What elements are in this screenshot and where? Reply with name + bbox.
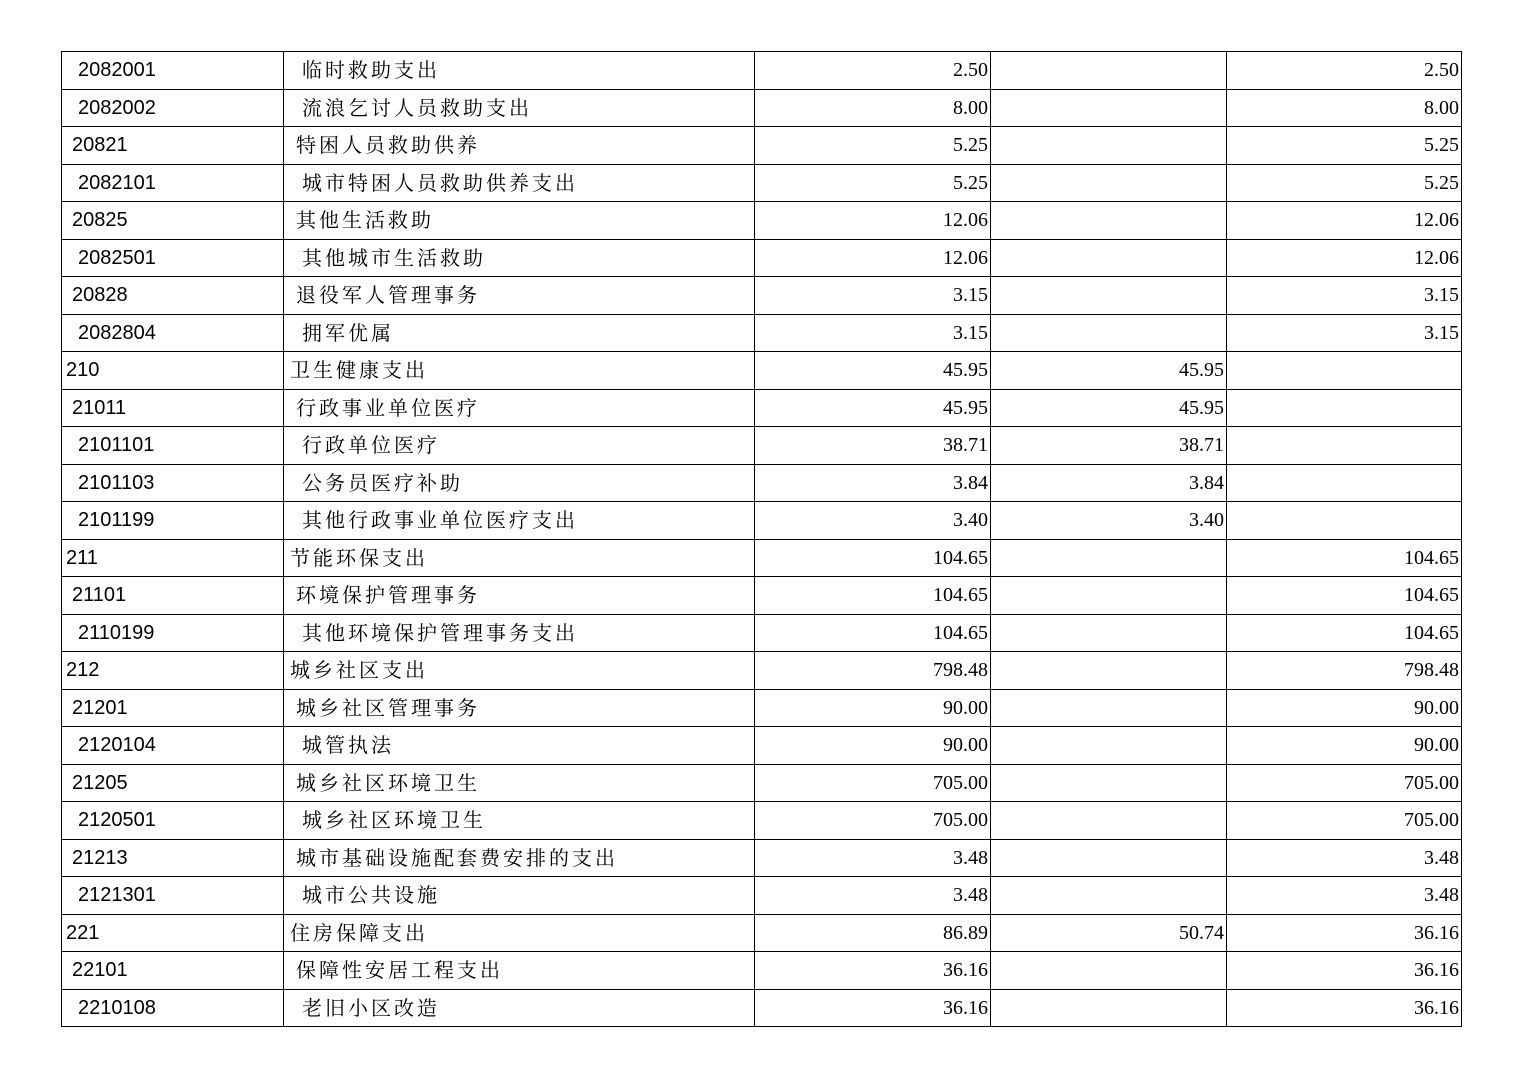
cell-total-amount: 3.84: [755, 464, 991, 502]
cell-function-code: 21011: [62, 389, 284, 427]
cell-total-amount: 38.71: [755, 427, 991, 465]
cell-basic-expenditure: [991, 164, 1227, 202]
cell-function-name: 临时救助支出: [284, 52, 755, 90]
cell-basic-expenditure: [991, 614, 1227, 652]
cell-function-name: 城乡社区管理事务: [284, 689, 755, 727]
cell-function-code: 2121301: [62, 877, 284, 915]
table-row: [62, 802, 1462, 840]
cell-basic-expenditure: [991, 802, 1227, 840]
cell-function-name: 城乡社区环境卫生: [284, 802, 755, 840]
table-row: [62, 877, 1462, 915]
cell-basic-expenditure: 50.74: [991, 914, 1227, 952]
table-row: [62, 914, 1462, 952]
cell-basic-expenditure: [991, 652, 1227, 690]
cell-basic-expenditure: [991, 764, 1227, 802]
cell-total-amount: 36.16: [755, 952, 991, 990]
table-row: [62, 164, 1462, 202]
cell-basic-expenditure: [991, 277, 1227, 315]
cell-project-expenditure: 3.48: [1227, 839, 1462, 877]
cell-function-name: 其他行政事业单位医疗支出: [284, 502, 755, 540]
cell-function-name: 行政单位医疗: [284, 427, 755, 465]
table-row: [62, 652, 1462, 690]
table-row: [62, 314, 1462, 352]
cell-total-amount: 705.00: [755, 802, 991, 840]
cell-total-amount: 86.89: [755, 914, 991, 952]
cell-function-code: 2120104: [62, 727, 284, 765]
cell-function-name: 其他环境保护管理事务支出: [284, 614, 755, 652]
cell-function-name: 环境保护管理事务: [284, 577, 755, 615]
cell-function-code: 20828: [62, 277, 284, 315]
table-row: [62, 577, 1462, 615]
cell-project-expenditure: 12.06: [1227, 239, 1462, 277]
cell-function-code: 221: [62, 914, 284, 952]
cell-total-amount: 705.00: [755, 764, 991, 802]
cell-function-code: 2120501: [62, 802, 284, 840]
cell-function-name: 老旧小区改造: [284, 989, 755, 1027]
cell-total-amount: 90.00: [755, 689, 991, 727]
cell-project-expenditure: 2.50: [1227, 52, 1462, 90]
cell-project-expenditure: 3.15: [1227, 314, 1462, 352]
cell-total-amount: 45.95: [755, 389, 991, 427]
cell-function-name: 行政事业单位医疗: [284, 389, 755, 427]
table-row: [62, 52, 1462, 90]
cell-function-code: 21101: [62, 577, 284, 615]
cell-basic-expenditure: [991, 89, 1227, 127]
cell-function-code: 2082101: [62, 164, 284, 202]
cell-total-amount: 5.25: [755, 127, 991, 165]
cell-project-expenditure: 798.48: [1227, 652, 1462, 690]
cell-function-name: 其他城市生活救助: [284, 239, 755, 277]
cell-basic-expenditure: [991, 839, 1227, 877]
cell-basic-expenditure: [991, 727, 1227, 765]
cell-function-code: 212: [62, 652, 284, 690]
cell-function-name: 流浪乞讨人员救助支出: [284, 89, 755, 127]
cell-total-amount: 3.48: [755, 877, 991, 915]
cell-function-name: 拥军优属: [284, 314, 755, 352]
table-row: [62, 989, 1462, 1027]
cell-project-expenditure: [1227, 427, 1462, 465]
cell-function-code: 2210108: [62, 989, 284, 1027]
cell-project-expenditure: 3.15: [1227, 277, 1462, 315]
cell-function-name: 节能环保支出: [284, 539, 755, 577]
budget-expenditure-table: [61, 51, 1462, 1027]
cell-project-expenditure: 705.00: [1227, 764, 1462, 802]
cell-function-name: 特困人员救助供养: [284, 127, 755, 165]
cell-function-name: 其他生活救助: [284, 202, 755, 240]
cell-function-name: 卫生健康支出: [284, 352, 755, 390]
cell-total-amount: 104.65: [755, 577, 991, 615]
table-row: [62, 352, 1462, 390]
cell-total-amount: 104.65: [755, 539, 991, 577]
table-row: [62, 502, 1462, 540]
cell-total-amount: 12.06: [755, 239, 991, 277]
cell-basic-expenditure: 45.95: [991, 352, 1227, 390]
cell-total-amount: 3.15: [755, 277, 991, 315]
table-row: [62, 952, 1462, 990]
cell-project-expenditure: [1227, 464, 1462, 502]
table-body: [62, 52, 1462, 1027]
cell-total-amount: 45.95: [755, 352, 991, 390]
table-row: [62, 389, 1462, 427]
cell-total-amount: 3.48: [755, 839, 991, 877]
table-row: [62, 427, 1462, 465]
cell-basic-expenditure: [991, 577, 1227, 615]
cell-basic-expenditure: 3.84: [991, 464, 1227, 502]
cell-basic-expenditure: [991, 202, 1227, 240]
cell-total-amount: 36.16: [755, 989, 991, 1027]
cell-project-expenditure: 90.00: [1227, 689, 1462, 727]
table-row: [62, 689, 1462, 727]
cell-total-amount: 12.06: [755, 202, 991, 240]
cell-total-amount: 90.00: [755, 727, 991, 765]
cell-total-amount: 3.40: [755, 502, 991, 540]
cell-function-name: 保障性安居工程支出: [284, 952, 755, 990]
cell-function-name: 城市基础设施配套费安排的支出: [284, 839, 755, 877]
cell-project-expenditure: 3.48: [1227, 877, 1462, 915]
cell-function-code: 2082002: [62, 89, 284, 127]
cell-project-expenditure: [1227, 389, 1462, 427]
cell-function-code: 21213: [62, 839, 284, 877]
cell-basic-expenditure: 45.95: [991, 389, 1227, 427]
cell-basic-expenditure: [991, 952, 1227, 990]
cell-project-expenditure: 5.25: [1227, 164, 1462, 202]
cell-function-code: 2082001: [62, 52, 284, 90]
cell-project-expenditure: [1227, 352, 1462, 390]
cell-total-amount: 2.50: [755, 52, 991, 90]
cell-project-expenditure: 36.16: [1227, 989, 1462, 1027]
cell-project-expenditure: [1227, 502, 1462, 540]
cell-function-code: 21205: [62, 764, 284, 802]
cell-function-code: 22101: [62, 952, 284, 990]
cell-function-code: 2101101: [62, 427, 284, 465]
cell-function-name: 住房保障支出: [284, 914, 755, 952]
cell-project-expenditure: 8.00: [1227, 89, 1462, 127]
cell-function-code: 2110199: [62, 614, 284, 652]
cell-function-code: 2101103: [62, 464, 284, 502]
cell-function-code: 211: [62, 539, 284, 577]
cell-function-name: 公务员医疗补助: [284, 464, 755, 502]
cell-total-amount: 5.25: [755, 164, 991, 202]
cell-function-code: 20821: [62, 127, 284, 165]
cell-total-amount: 104.65: [755, 614, 991, 652]
cell-function-name: 城乡社区环境卫生: [284, 764, 755, 802]
table-row: [62, 277, 1462, 315]
table-row: [62, 127, 1462, 165]
cell-function-name: 城市特困人员救助供养支出: [284, 164, 755, 202]
cell-basic-expenditure: [991, 239, 1227, 277]
cell-project-expenditure: 104.65: [1227, 614, 1462, 652]
cell-function-name: 退役军人管理事务: [284, 277, 755, 315]
cell-project-expenditure: 705.00: [1227, 802, 1462, 840]
cell-project-expenditure: 36.16: [1227, 914, 1462, 952]
cell-total-amount: 798.48: [755, 652, 991, 690]
cell-basic-expenditure: 38.71: [991, 427, 1227, 465]
cell-total-amount: 8.00: [755, 89, 991, 127]
table-row: [62, 727, 1462, 765]
table-row: [62, 239, 1462, 277]
cell-function-name: 城市公共设施: [284, 877, 755, 915]
table-row: [62, 764, 1462, 802]
cell-basic-expenditure: [991, 127, 1227, 165]
cell-project-expenditure: 12.06: [1227, 202, 1462, 240]
cell-basic-expenditure: [991, 539, 1227, 577]
cell-function-name: 城乡社区支出: [284, 652, 755, 690]
table-row: [62, 539, 1462, 577]
cell-project-expenditure: 5.25: [1227, 127, 1462, 165]
cell-project-expenditure: 36.16: [1227, 952, 1462, 990]
cell-function-code: 210: [62, 352, 284, 390]
table-row: [62, 614, 1462, 652]
table-row: [62, 464, 1462, 502]
table-row: [62, 89, 1462, 127]
cell-basic-expenditure: 3.40: [991, 502, 1227, 540]
table-row: [62, 202, 1462, 240]
cell-function-code: 2082804: [62, 314, 284, 352]
cell-basic-expenditure: [991, 52, 1227, 90]
cell-function-code: 2082501: [62, 239, 284, 277]
cell-function-code: 20825: [62, 202, 284, 240]
cell-project-expenditure: 104.65: [1227, 539, 1462, 577]
cell-project-expenditure: 104.65: [1227, 577, 1462, 615]
cell-basic-expenditure: [991, 989, 1227, 1027]
table-row: [62, 839, 1462, 877]
cell-total-amount: 3.15: [755, 314, 991, 352]
cell-basic-expenditure: [991, 877, 1227, 915]
cell-function-code: 2101199: [62, 502, 284, 540]
cell-function-code: 21201: [62, 689, 284, 727]
cell-function-name: 城管执法: [284, 727, 755, 765]
cell-basic-expenditure: [991, 689, 1227, 727]
cell-basic-expenditure: [991, 314, 1227, 352]
cell-project-expenditure: 90.00: [1227, 727, 1462, 765]
